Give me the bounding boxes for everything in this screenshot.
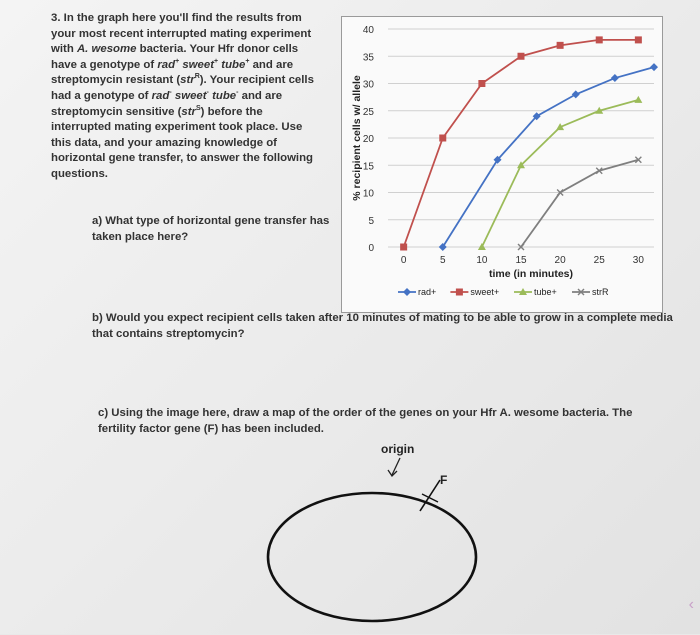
question-text: -	[236, 89, 239, 97]
question-text: In the graph here you'll find the results from	[63, 12, 302, 24]
data-point	[635, 36, 642, 43]
question-line	[51, 105, 341, 121]
question-line	[51, 136, 341, 152]
x-tick-label: 30	[632, 255, 644, 266]
question-text: streptomycin resistant (	[51, 74, 181, 87]
x-tick-label: 0	[400, 255, 407, 266]
legend-label: sweet+	[470, 287, 500, 297]
data-point	[611, 74, 619, 82]
question-line	[51, 27, 341, 43]
y-tick-label: 40	[362, 25, 374, 36]
legend-label: tube+	[534, 287, 557, 297]
y-tick-label: 15	[362, 161, 374, 173]
question-text: rad	[151, 89, 170, 102]
y-tick-label: 20	[362, 134, 374, 145]
question-text: have a genotype of	[51, 58, 158, 71]
question-text: interrupted mating experiment took place. Use	[51, 121, 303, 134]
question-text: questions.	[51, 167, 108, 180]
data-point	[634, 96, 642, 103]
data-point	[650, 63, 658, 71]
question-text: your most recent interrupted mating experiment	[51, 27, 312, 40]
question-text: and are	[238, 89, 283, 102]
data-point	[456, 289, 463, 296]
y-tick-label: 0	[368, 243, 374, 254]
series-line-sweet+	[404, 40, 639, 247]
question-text: A. wesome	[76, 43, 137, 56]
interrupted-mating-chart	[341, 16, 663, 313]
question-text: -	[169, 89, 172, 97]
question-line	[51, 151, 341, 167]
y-tick-label: 30	[362, 79, 374, 91]
data-point	[403, 288, 411, 296]
question-text: str	[181, 105, 196, 118]
question-text: ). Your recipient cells	[199, 74, 314, 87]
origin-label: origin	[381, 442, 415, 456]
question-number: 3.	[51, 12, 64, 24]
data-point	[572, 90, 580, 98]
question-line	[51, 42, 341, 58]
question-line	[51, 58, 341, 74]
question-text: +	[175, 57, 180, 65]
series-line-strR	[521, 160, 638, 247]
part-a-question: a) What type of horizontal gene transfer has taken place here?	[92, 215, 330, 243]
data-point	[400, 244, 407, 251]
legend-label: rad+	[418, 287, 437, 297]
question-intro	[51, 11, 341, 183]
y-axis-label: % recipient cells w/ allele	[351, 75, 363, 201]
chart-svg	[342, 17, 662, 312]
series-line-tube+	[482, 100, 638, 247]
question-text: +	[214, 57, 219, 65]
question-text: this data, and your amazing knowledge of	[51, 136, 277, 149]
question-text: and are	[249, 58, 294, 71]
legend-label: strR	[592, 287, 609, 297]
x-tick-label: 5	[439, 255, 446, 266]
data-point	[478, 80, 485, 87]
x-tick-label: 15	[515, 255, 527, 266]
question-line	[51, 11, 341, 27]
gene-map	[255, 440, 495, 630]
question-text: sweet	[182, 58, 215, 71]
x-tick-label: 10	[476, 255, 488, 266]
question-text: tube	[212, 89, 237, 102]
data-point	[518, 53, 525, 60]
question-text: S	[195, 104, 201, 112]
part-b-question: b) Would you expect recipient cells taken after 10 minutes of mating to be able to grow in a complete media that contains streptomycin?	[92, 312, 673, 340]
question-line	[51, 73, 341, 89]
data-point	[557, 42, 564, 49]
question-text: rad	[157, 58, 176, 71]
question-line	[51, 120, 341, 136]
question-text: str	[180, 74, 195, 87]
question-text: sweet	[174, 89, 207, 102]
question-text: +	[245, 57, 250, 65]
y-tick-label: 25	[362, 106, 374, 118]
y-tick-label: 5	[368, 215, 374, 227]
question-text: horizontal gene transfer, to answer the following	[51, 152, 314, 165]
question-text: bacteria. Your Hfr donor cells	[136, 43, 299, 56]
chromosome-circle	[268, 493, 476, 621]
data-point	[596, 36, 603, 43]
question-text: R	[194, 73, 200, 81]
question-text: -	[206, 89, 209, 97]
y-tick-label: 35	[362, 52, 374, 64]
question-text: ) before the	[200, 105, 263, 118]
x-axis-label: time (in minutes)	[488, 268, 574, 280]
question-text: had a genotype of	[51, 89, 152, 102]
question-text: streptomycin sensitive (	[51, 105, 182, 118]
question-text: with	[51, 43, 77, 56]
question-line	[51, 89, 341, 105]
x-tick-label: 25	[593, 255, 605, 266]
f-gene-label: F	[440, 473, 448, 487]
question-text: tube	[221, 58, 246, 71]
data-point	[439, 135, 446, 142]
question-line	[51, 167, 341, 183]
x-tick-label: 20	[554, 255, 566, 266]
chevron-left-icon[interactable]: ‹	[688, 596, 694, 613]
part-c-question: c) Using the image here, draw a map of the order of the genes on your Hfr A. wesome bacteria. The fertility factor gene (F) has been included.	[98, 407, 633, 435]
y-tick-label: 10	[362, 188, 374, 200]
